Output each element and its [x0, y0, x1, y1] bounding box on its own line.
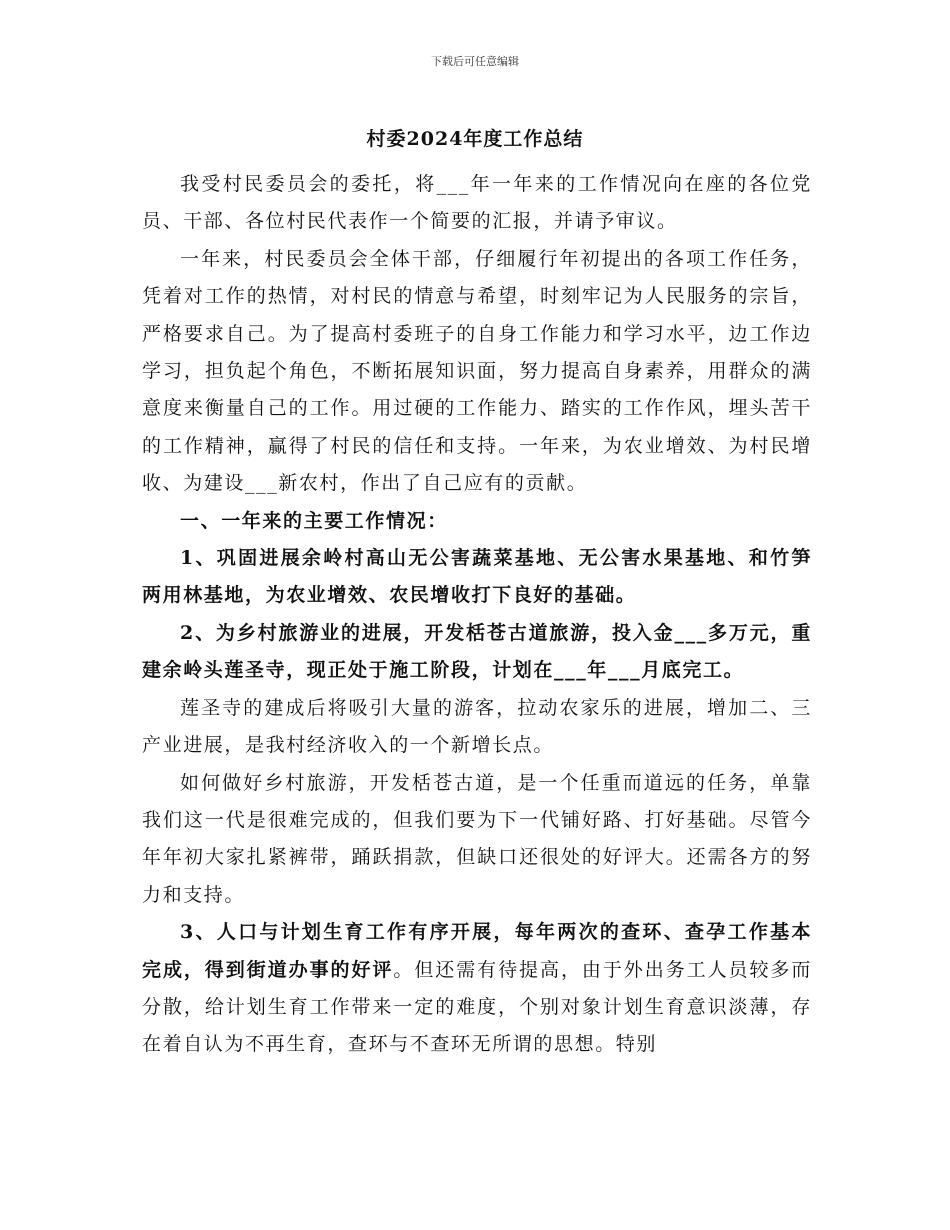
document-title: 村委2024年度工作总结 — [366, 128, 584, 150]
item-2-tourism: 2、为乡村旅游业的进展，开发栝苍古道旅游，投入金___多万元，重建余岭头莲圣寺，现正处于施工阶段，计划在___年___月底完工。 — [142, 621, 812, 682]
item-3-bold-lead: 3、人口与计划生育工作有序开展，每年两次的查环、查孕工作基本完成，得到街道办事的好评 — [142, 921, 812, 981]
item-1-bases: 1、巩固进展余岭村高山无公害蔬菜基地、无公害水果基地、和竹笋两用林基地，为农业增效、农民增收打下良好的基础。 — [142, 547, 812, 607]
paragraph-overview: 一年来，村民委员会全体干部，仔细履行年初提出的各项工作任务，凭着对工作的热情，对村民的情意与希望，时刻牢记为人民服务的宗旨，严格要求自己。为了提高村委班子的自身工作能力和学习水平，边工作边学习，担负起个角色，不断拓展知识面，努力提高自身素养，用群众的满意度来衡量自己的工作。用过硬的工作能力、踏实的工作作风，埋头苦干的工作精神，赢得了村民的信任和支持。一年来，为农业增效、为村民增收、为建设___新农村，作出了自己应有的贡献。 — [142, 247, 812, 495]
paragraph-intro: 我受村民委员会的委托，将___年一年来的工作情况向在座的各位党员、干部、各位村民代表作一个简要的汇报，并请予审议。 — [142, 173, 812, 233]
header-note: 下载后可任意编辑 — [431, 55, 519, 68]
item-3-rest: 。但还需有待提高，由于外出务工人员较多而分散，给计划生育工作带来一定的难度，个别对象计划生育意识淡薄，存在着自认为不再生育，查环与不查环无所谓的思想。特别 — [142, 958, 812, 1056]
paragraph-temple: 莲圣寺的建成后将吸引大量的游客，拉动农家乐的进展，增加二、三产业进展，是我村经济收入的一个新增长点。 — [142, 696, 812, 757]
paragraph-rural-tourism: 如何做好乡村旅游，开发栝苍古道，是一个任重而道远的任务，单靠我们这一代是很难完成的，但我们要为下一代铺好路、打好基础。尽管今年年初大家扎紧裤带，踊跃捐款，但缺口还很处的好评大。还需各方的努力和支持。 — [142, 771, 812, 906]
section-heading-main-work: 一、一年来的主要工作情况： — [180, 509, 448, 532]
document-body — [142, 166, 812, 1064]
item-3-family-planning — [142, 914, 812, 1064]
